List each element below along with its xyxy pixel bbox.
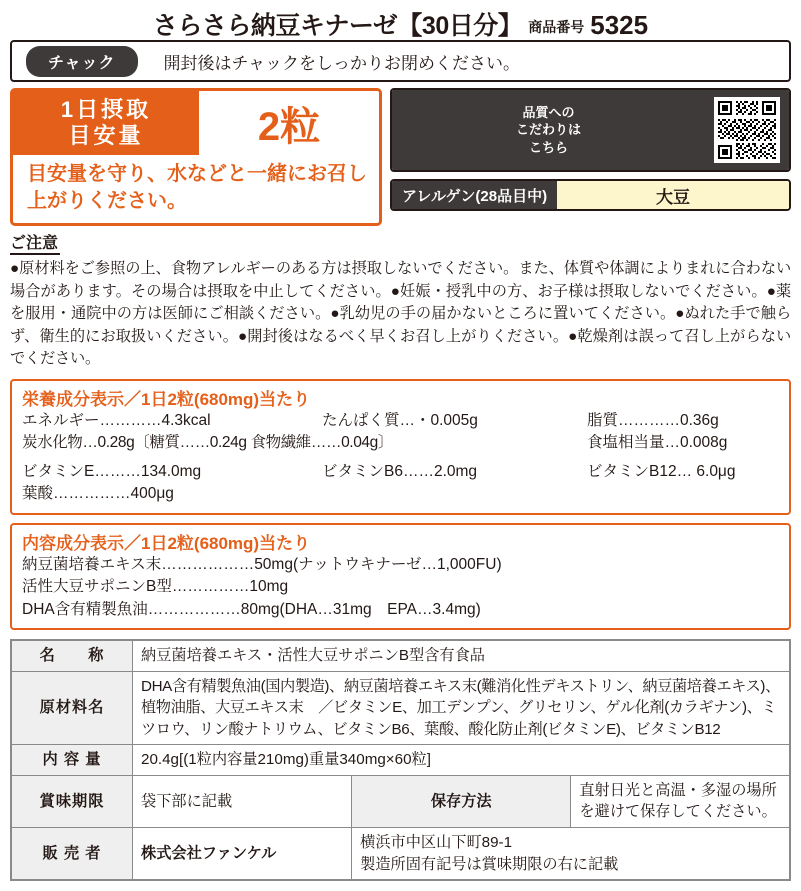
contents-line-2: 活性大豆サポニンB型……………10mg <box>22 578 289 596</box>
daily-dose-label <box>13 91 199 155</box>
spec-bestbefore-value: 袋下部に記載 <box>133 775 352 827</box>
product-code-label: 商品番号 <box>528 19 585 35</box>
spec-seller-label: 販 売 者 <box>11 828 133 881</box>
spec-seller-details <box>352 828 790 881</box>
nutrition-row-3 <box>22 461 779 483</box>
nutrition-protein: たんぱく質…・0.005g <box>322 411 478 429</box>
spec-volume-label: 内 容 量 <box>11 745 133 776</box>
contents-title: 内容成分表示／1日2粒(680mg)当たり <box>22 533 311 553</box>
table-row-bestbefore <box>11 775 790 827</box>
quality-qr-box[interactable] <box>390 88 791 172</box>
daily-dose-label-line2: 目安量 <box>68 123 144 148</box>
daily-dose-box <box>10 88 382 226</box>
nutrition-folic-acid: 葉酸……………400μg <box>22 485 174 503</box>
spec-storage-label: 保存方法 <box>352 775 571 827</box>
caution-title: ご注意 <box>10 234 60 255</box>
nutrition-energy: エネルギー…………4.3kcal <box>22 411 211 429</box>
spec-storage-value: 直射日光と高温・多湿の場所を避けて保存してください。 <box>571 775 790 827</box>
daily-dose-top <box>13 91 379 155</box>
quality-allergen-column <box>390 88 791 226</box>
daily-dose-label-line1: 1日摂取 <box>60 97 152 123</box>
nutrition-row-1 <box>22 410 779 432</box>
contents-box <box>10 523 791 630</box>
spec-name-value: 納豆菌培養エキス・活性大豆サポニンB型含有食品 <box>133 640 791 671</box>
spec-seller-note: 製造所固有記号は賞味期限の右に記載 <box>360 855 619 873</box>
quality-label-line1: 品質への <box>522 104 575 120</box>
chuck-notice-text: 開封後はチャックをしっかりお閉めください。 <box>163 53 521 73</box>
nutrition-vitamin-e: ビタミンE………134.0mg <box>22 462 202 480</box>
dosage-section <box>10 88 791 226</box>
product-code-value: 5325 <box>590 10 649 40</box>
spec-volume-value: 20.4g[(1粒内容量210mg)重量340mg×60粒] <box>133 745 791 776</box>
nutrition-row-2 <box>22 432 779 454</box>
nutrition-carbs: 炭水化物…0.28g〔糖質……0.24g 食物繊維……0.04g〕 <box>22 434 393 452</box>
daily-dose-note: 目安量を守り、水などと一緒にお召し上がりください。 <box>27 163 367 212</box>
spec-ingredients-value: DHA含有精製魚油(国内製造)、納豆菌培養エキス末(難消化性デキストリン、納豆菌培養エキス)、植物油脂、大豆エキス末 ／ビタミンE、加工デンプン、グリセリン、ゲル化剤(カラギナン)、ミツロウ、リン酸ナトリウム、ビタミンB6、葉酸、酸化防止剤(ビタミンE)、ビタミンB12 <box>133 671 791 745</box>
quality-label-line2: こだわりは <box>515 122 581 138</box>
allergen-label: アレルゲン(28品目中) <box>392 181 557 209</box>
table-row-seller <box>11 828 790 881</box>
nutrition-vitamin-b6: ビタミンB6……2.0mg <box>322 462 478 480</box>
spec-ingredients-label: 原材料名 <box>11 671 133 745</box>
contents-line-3: DHA含有精製魚油………………80mg(DHA…31mg EPA…3.4mg) <box>22 600 481 618</box>
spec-seller-address: 横浜市中区山下町89-1 <box>360 834 513 852</box>
page-header <box>10 0 791 40</box>
allergen-row <box>390 179 791 211</box>
caution-section <box>10 226 791 371</box>
nutrition-salt: 食塩相当量…0.008g <box>587 434 728 452</box>
nutrition-box <box>10 379 791 515</box>
quality-label <box>392 90 705 170</box>
nutrition-title: 栄養成分表示／1日2粒(680mg)当たり <box>22 389 311 409</box>
table-row-name <box>11 640 790 671</box>
chuck-badge: チャック <box>26 46 138 77</box>
table-row-ingredients <box>11 671 790 745</box>
spec-seller-name: 株式会社ファンケル <box>133 828 352 881</box>
nutrition-vitamin-b12: ビタミンB12… 6.0μg <box>587 462 736 480</box>
spec-table <box>10 639 791 881</box>
allergen-value: 大豆 <box>557 181 789 209</box>
nutrition-row-4 <box>22 483 779 505</box>
contents-line-1: 納豆菌培養エキス末………………50mg(ナットウキナーゼ…1,000FU) <box>22 555 502 573</box>
daily-dose-quantity: 2粒 <box>257 104 321 149</box>
table-row-volume <box>11 745 790 776</box>
spec-bestbefore-label: 賞味期限 <box>11 775 133 827</box>
spec-name-label: 名 称 <box>11 640 133 671</box>
nutrition-fat: 脂質…………0.36g <box>587 411 719 429</box>
caution-body: ●原材料をご参照の上、食物アレルギーのある方は摂取しないでください。また、体質や体調によりまれに合わない場合があります。その場合は摂取を中止してください。●妊娠・授乳中の方、お子様は摂取しないでください。●薬を服用・通院中の方は医師にご相談ください。●乳幼児の手の届かないところに置いてください。●ぬれた手で触らず、衛生的にお取扱いください。●開封後はなるべく早くお召し上がりください。●乾燥剤は誤って召し上がらないでください。 <box>10 260 791 368</box>
chuck-notice <box>10 40 791 82</box>
qr-wrapper <box>705 90 789 170</box>
qr-code-icon[interactable] <box>714 97 780 163</box>
page-title: さらさら納豆キナーゼ【30日分】 <box>152 12 523 40</box>
quality-label-line3: こちら <box>528 139 568 155</box>
